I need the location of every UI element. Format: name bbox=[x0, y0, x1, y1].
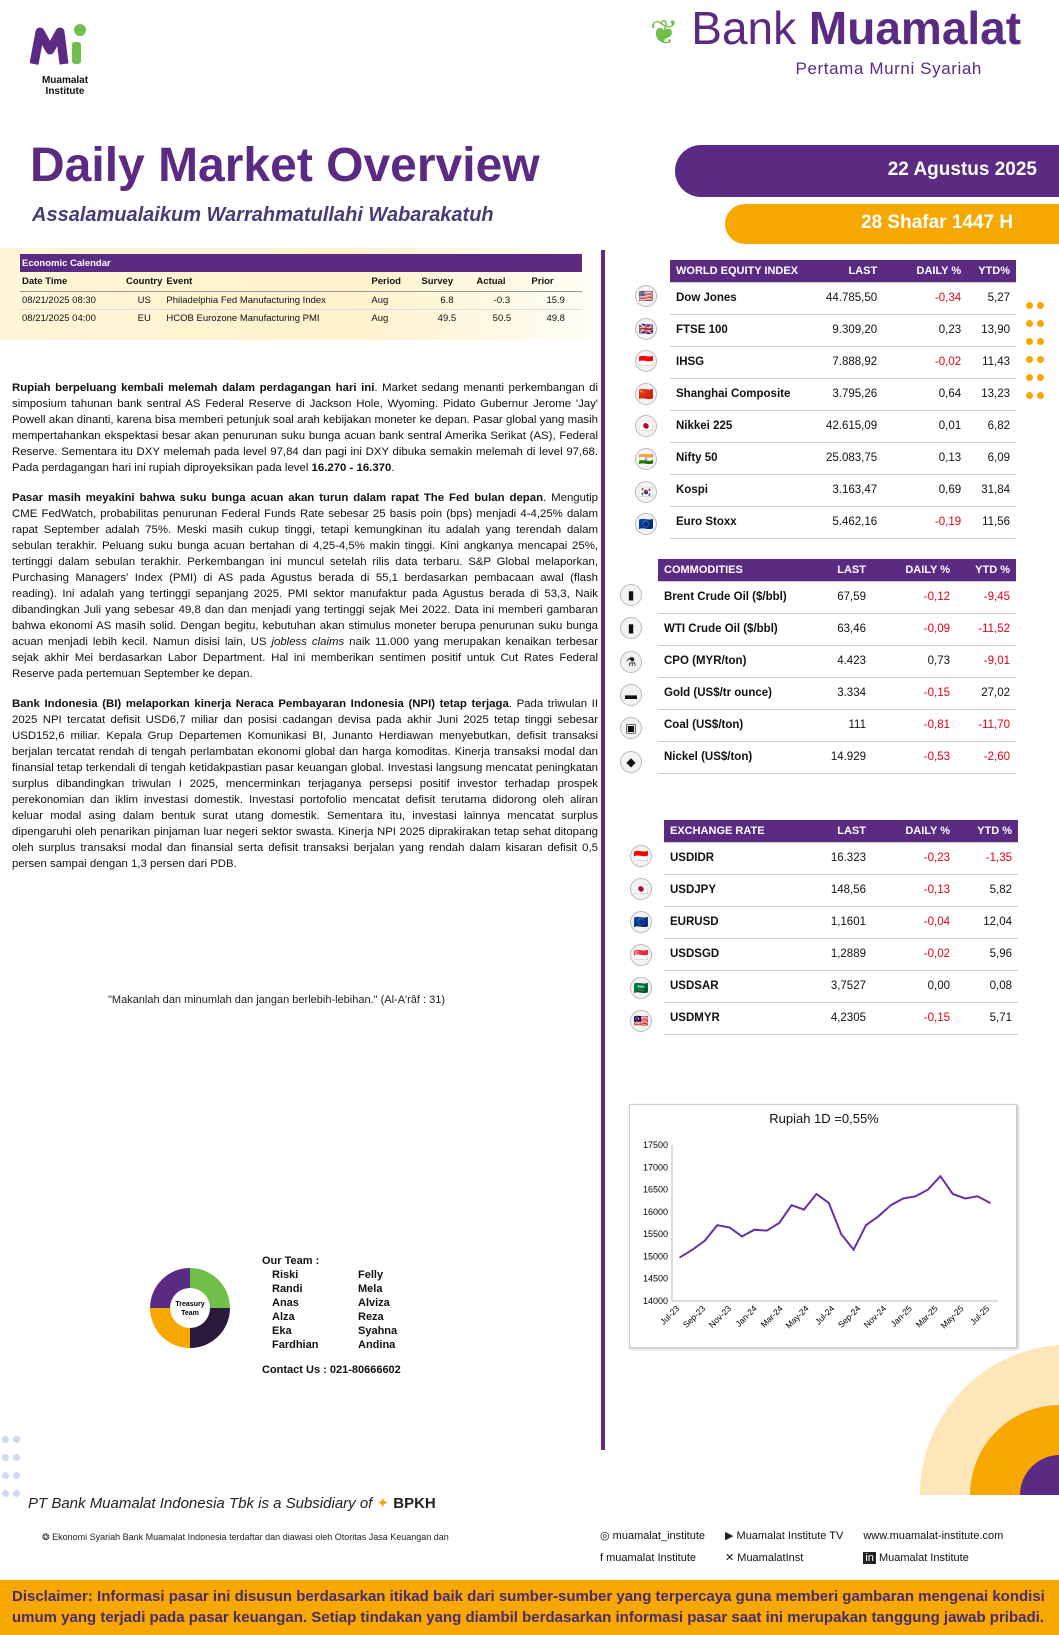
social-instagram[interactable] bbox=[600, 1526, 723, 1546]
rupiah-data-point bbox=[679, 1257, 681, 1259]
exchange-row bbox=[664, 906, 1018, 938]
rupiah-data-point bbox=[890, 1204, 892, 1206]
paragraph-body: . Pada triwulan II 2025 NPI tercatat defisit USD6,7 miliar dan posisi cadangan devisa pada akhir Juni 2025 tetap tinggi sebesar USD152,6 miliar. Kepala Grup Departemen Komunikasi BI, Junanto Herdiawan menyebutkan, defisit transaksi berjalan tercatat rendah di tengah perlambatan ekonomi global dan harga komoditas. Kinerja transaksi modal dan finansial tetap terkendali di tengah ketidakpastian pasar keuangan global. Investasi langsung mencatat peningkatan surplus dibandingkan triwulan I 2025, mencerminkan terjaganya persepsi positif investor terhadap prospek perekonomian dan iklim investasi domestik. Investasi portofolio mencatat defisit terutama didorong oleh aliran keluar modal asing dalam bentuk surat utang domestik. Sementara itu, investasi lainnya mencatat surplus dipengaruhi oleh penarikan pinjaman luar negeri sektor swasta. Kinerja NPI 2025 diprakirakan tetap sehat ditopang oleh surplus transaksi modal dan finansial serta defisit transaksi berjalan yang rendah dalam kisaran defisit 0,5 persen sampai dengan 1,3 persen dari PDB. bbox=[12, 698, 598, 870]
commodities-row-ytd: -11,52 bbox=[956, 613, 1016, 645]
commodities-row-daily: -0,53 bbox=[872, 741, 956, 773]
x-tick-label: May-24 bbox=[783, 1303, 811, 1331]
equity-header-last: LAST bbox=[820, 260, 883, 282]
commodities-row-ytd: -9,01 bbox=[956, 645, 1016, 677]
equity-row-last: 44.785,50 bbox=[820, 282, 883, 314]
paragraph-fed bbox=[12, 490, 598, 682]
x-tick-label: Jul-24 bbox=[812, 1303, 837, 1327]
commodities-row-daily: -0,81 bbox=[872, 709, 956, 741]
commodities-header bbox=[658, 559, 1016, 581]
ojk-line bbox=[42, 1532, 449, 1543]
gold-bars-icon: ▬ bbox=[620, 684, 642, 706]
team-member: Reza bbox=[358, 1311, 384, 1323]
cell-datetime: 08/21/2025 04:00 bbox=[22, 313, 96, 324]
equity-row bbox=[670, 282, 1016, 314]
cell-datetime: 08/21/2025 08:30 bbox=[20, 292, 124, 310]
disclaimer: Disclaimer: Informasi pasar ini disusun berdasarkan itikad baik dari sumber-sumber yang terpercaya guna memberi gambaran mengenai kondisi umum yang terjadi pada pasar keuangan. Setiap tindakan yang diambil berdasarkan informasi pasar saat ini merupakan tanggung jawab pribadi. bbox=[0, 1580, 1059, 1635]
bank-muamalat-logo bbox=[650, 2, 1020, 79]
contact-info: Contact Us : 021-80666602 bbox=[262, 1364, 401, 1376]
ekonomi-syariah-icon: ❂ bbox=[42, 1532, 50, 1542]
page-title: Daily Market Overview bbox=[30, 139, 540, 192]
col-actual: Actual bbox=[474, 272, 529, 292]
italic-term: jobless claims bbox=[271, 636, 345, 648]
flag-icon: 🇯🇵 bbox=[630, 878, 652, 900]
commodities-header-ytd: YTD % bbox=[956, 559, 1016, 581]
exchange-row-last: 3,7527 bbox=[814, 970, 872, 1002]
paragraph-lead: Bank Indonesia (BI) melaporkan kinerja Neraca Pembayaran Indonesia (NPI) tetap terjaga bbox=[12, 698, 509, 710]
exchange-header-last: LAST bbox=[814, 820, 872, 842]
exchange-row-ytd: 5,82 bbox=[956, 874, 1018, 906]
team-member: Syahna bbox=[358, 1325, 398, 1337]
rupiah-data-point bbox=[952, 1193, 954, 1195]
commodities-row bbox=[658, 677, 1016, 709]
rupiah-data-point bbox=[729, 1227, 731, 1229]
team-heading: Our Team : bbox=[262, 1255, 320, 1267]
exchange-row-last: 1,1601 bbox=[814, 906, 872, 938]
hijri-date-banner: 28 Shafar 1447 H bbox=[725, 204, 1059, 244]
equity-header-ytd: YTD% bbox=[967, 260, 1016, 282]
exchange-row bbox=[664, 874, 1018, 906]
equity-row-ytd: 6,09 bbox=[967, 442, 1016, 474]
commodities-row-name: Brent Crude Oil ($/bbl) bbox=[658, 581, 818, 613]
flag-icon: 🇯🇵 bbox=[635, 415, 657, 437]
team-member: Mela bbox=[358, 1283, 383, 1295]
equity-row-name: IHSG bbox=[670, 346, 820, 378]
economic-calendar bbox=[20, 254, 582, 327]
exchange-row-daily: -0,13 bbox=[872, 874, 956, 906]
paragraph-bi bbox=[12, 696, 598, 872]
x-tick-label: Nov-23 bbox=[706, 1303, 734, 1330]
equity-row bbox=[670, 410, 1016, 442]
commodities-row-name: WTI Crude Oil ($/bbl) bbox=[658, 613, 818, 645]
equity-header-daily: DAILY % bbox=[883, 260, 967, 282]
commodities-row-last: 63,46 bbox=[818, 613, 872, 645]
leaf-icon: ❦ bbox=[650, 14, 679, 52]
exchange-row-last: 1,2889 bbox=[814, 938, 872, 970]
commodities-row bbox=[658, 581, 1016, 613]
exchange-row-name: USDSAR bbox=[664, 970, 814, 1002]
cell-event: HCOB Eurozone Manufacturing PMI bbox=[166, 313, 320, 324]
nickel-ore-icon: ◆ bbox=[620, 751, 642, 773]
exchange-row-daily: -0,02 bbox=[872, 938, 956, 970]
cell-event: Philadelphia Fed Manufacturing Index bbox=[164, 292, 369, 310]
equity-row-name: Kospi bbox=[670, 474, 820, 506]
commodities-row-ytd: -2,60 bbox=[956, 741, 1016, 773]
equity-row-ytd: 6,82 bbox=[967, 410, 1016, 442]
x-icon: ✕ bbox=[725, 1552, 735, 1564]
rupiah-range: 16.270 - 16.370 bbox=[311, 462, 392, 474]
cell-actual: 50.5 bbox=[492, 313, 512, 324]
footer-decoration bbox=[860, 1345, 1059, 1495]
paragraph-body: . Mengutip CME FedWatch, probabilitas penurunan Federal Funds Rate sebesar 25 basis poin (bps) menjadi 4-4,25% dalam rapat September adalah 75%. Meski masih cukup tinggi, tetapi kemungkinan itu adalah yang terendah dalam sebulan terakhir. Peluang suku bunga acuan bertahan di 4,25-4,5% makin tinggi. Kini angkanya mencapai 25%, tertinggi dalam sebulan terakhir. Perkembangan ini muncul setelah rilis data terbaru. S&P Global melaporkan, Purchasing Managers' Index (PMI) di AS pada Agustus berada di 55,1 berdasarkan pembacaan awal (flash reading). Ini adalah yang tertinggi sepanjang 2025. PMI sektor manufaktur pada Agustus berada di 53,3, Naik dibandingkan Juli yang sebesar 49,8 dan dan menjadi yang tertinggi sejak Mei 2022. Data ini memberi gambaran bahwa ekonomi AS masih solid. Dengan begitu, kebutuhan akan stimulus moneter berupa penurunan suku bunga acuan menjadi lebih kecil. Namun disisi lain, US bbox=[12, 492, 598, 648]
exchange-row-daily: -0,04 bbox=[872, 906, 956, 938]
cell-actual: -0.3 bbox=[474, 292, 529, 310]
exchange-row-ytd: 5,96 bbox=[956, 938, 1018, 970]
commodities-row-last: 67,59 bbox=[818, 581, 872, 613]
paragraph-lead: Pasar masih meyakini bahwa suku bunga acuan akan turun dalam rapat The Fed bulan depan bbox=[12, 492, 544, 504]
exchange-row-ytd: -1,35 bbox=[956, 842, 1018, 874]
paragraph-end: naik 11.000 yang merupakan kenaikan terbesar sejak akhir Mei berdasarkan Labor Department. Hal ini memberikan sentimen positif untuk Cut Rates Federal Reserve pada pertemuan September ke depan. bbox=[12, 636, 598, 680]
rupiah-data-point bbox=[927, 1189, 929, 1191]
x-tick-label: Jul-25 bbox=[967, 1303, 992, 1327]
rupiah-data-point bbox=[704, 1240, 706, 1242]
equity-row-daily: 0,23 bbox=[883, 314, 967, 346]
commodities-row-last: 3.334 bbox=[818, 677, 872, 709]
equity-row-last: 5.462,16 bbox=[820, 506, 883, 538]
cell-country: US bbox=[124, 292, 164, 310]
greeting: Assalamualaikum Warrahmatullahi Wabarakatuh bbox=[32, 204, 494, 226]
team-member: Alza bbox=[272, 1311, 295, 1323]
cell-country: EU bbox=[137, 313, 151, 324]
equity-row bbox=[670, 442, 1016, 474]
y-tick-label: 17500 bbox=[642, 1140, 668, 1150]
team-member: Andina bbox=[358, 1339, 396, 1351]
chart-title: Rupiah 1D =0,55% bbox=[769, 1111, 879, 1126]
social-label: Muamalat Institute bbox=[878, 1552, 969, 1564]
equity-row-last: 42.615,09 bbox=[820, 410, 883, 442]
y-tick-label: 15500 bbox=[642, 1229, 668, 1240]
equity-row-name: Nikkei 225 bbox=[670, 410, 820, 442]
commodities-row-daily: -0,09 bbox=[872, 613, 956, 645]
subsidiary-text: PT Bank Muamalat Indonesia Tbk is a Subsidiary of bbox=[28, 1495, 373, 1512]
rupiah-series-line bbox=[680, 1176, 990, 1257]
social-links bbox=[598, 1524, 1023, 1570]
equity-row-last: 25.083,75 bbox=[820, 442, 883, 474]
treasury-team-logo bbox=[140, 1262, 240, 1354]
commodities-row-daily: 0,73 bbox=[872, 645, 956, 677]
subsidiary-line bbox=[28, 1494, 436, 1512]
commodities-row-name: Nickel (US$/ton) bbox=[658, 741, 818, 773]
col-country: Country bbox=[124, 272, 164, 292]
commodities-row-ytd: -9,45 bbox=[956, 581, 1016, 613]
equity-row-daily: -0,34 bbox=[883, 282, 967, 314]
exchange-row-name: EURUSD bbox=[664, 906, 814, 938]
date-banner: 22 Agustus 2025 bbox=[675, 145, 1059, 197]
exchange-header-ytd: YTD % bbox=[956, 820, 1018, 842]
exchange-row-ytd: 12,04 bbox=[956, 906, 1018, 938]
flag-icon: 🇪🇺 bbox=[630, 911, 652, 933]
flag-icon: 🇺🇸 bbox=[635, 285, 657, 307]
exchange-row-name: USDJPY bbox=[664, 874, 814, 906]
exchange-row-last: 4,2305 bbox=[814, 1002, 872, 1034]
col-prior: Prior bbox=[529, 272, 582, 292]
svg-text:Treasury: Treasury bbox=[175, 1301, 205, 1308]
equity-row-name: Nifty 50 bbox=[670, 442, 820, 474]
exchange-header-daily: DAILY % bbox=[872, 820, 956, 842]
equity-row-ytd: 11,43 bbox=[967, 346, 1016, 378]
commodities-row-daily: -0,12 bbox=[872, 581, 956, 613]
cell-prior: 15.9 bbox=[529, 292, 582, 310]
linkedin-icon: in bbox=[865, 1552, 874, 1564]
facebook-icon: f bbox=[600, 1552, 604, 1564]
exchange-row bbox=[664, 842, 1018, 874]
col-survey: Survey bbox=[419, 272, 474, 292]
team-list bbox=[262, 1254, 444, 1352]
flag-icon: 🇨🇳 bbox=[635, 383, 657, 405]
exchange-header-name: EXCHANGE RATE bbox=[664, 820, 814, 842]
market-commentary bbox=[12, 380, 598, 886]
rupiah-data-point bbox=[791, 1204, 793, 1206]
commodities-row-name: CPO (MYR/ton) bbox=[658, 645, 818, 677]
coal-cart-icon: ▣ bbox=[620, 717, 642, 739]
rupiah-data-point bbox=[940, 1175, 942, 1177]
x-tick-label: Jan-25 bbox=[888, 1303, 914, 1329]
flag-icon: 🇪🇺 bbox=[635, 513, 657, 535]
oil-barrel-icon: ▮ bbox=[620, 617, 642, 639]
commodities-header-last: LAST bbox=[818, 559, 872, 581]
y-tick-label: 16500 bbox=[642, 1184, 668, 1195]
exchange-row-daily: -0,15 bbox=[872, 1002, 956, 1034]
team-member: Felly bbox=[358, 1269, 384, 1281]
chart-canvas bbox=[630, 1105, 1018, 1349]
rupiah-data-point bbox=[816, 1193, 818, 1195]
commodities-header-daily: DAILY % bbox=[872, 559, 956, 581]
social-linkedin[interactable] bbox=[863, 1548, 1021, 1568]
rupiah-data-point bbox=[741, 1236, 743, 1238]
commodities-header-name: COMMODITIES bbox=[658, 559, 818, 581]
equity-row-daily: -0,19 bbox=[883, 506, 967, 538]
exchange-row-last: 16.323 bbox=[814, 842, 872, 874]
cell-survey: 49.5 bbox=[437, 313, 457, 324]
flag-icon: 🇮🇩 bbox=[630, 845, 652, 867]
calendar-header-row bbox=[20, 272, 582, 292]
equity-row-last: 7.888,92 bbox=[820, 346, 883, 378]
rupiah-data-point bbox=[754, 1229, 756, 1231]
commodities-row-name: Coal (US$/ton) bbox=[658, 709, 818, 741]
equity-row bbox=[670, 314, 1016, 346]
quote: "Makanlah dan minumlah dan jangan berlebih-lebihan." (Al-A'râf : 31) bbox=[108, 994, 446, 1006]
paragraph-end: . bbox=[391, 462, 395, 474]
exchange-row-daily: 0,00 bbox=[872, 970, 956, 1002]
exchange-row bbox=[664, 938, 1018, 970]
svg-text:Team: Team bbox=[181, 1310, 199, 1317]
rupiah-data-point bbox=[716, 1224, 718, 1226]
flag-icon: 🇸🇦 bbox=[630, 977, 652, 999]
y-tick-label: 16000 bbox=[642, 1206, 668, 1217]
exchange-row-last: 148,56 bbox=[814, 874, 872, 906]
commodities-row-last: 4.423 bbox=[818, 645, 872, 677]
mi-logo-icon bbox=[30, 20, 94, 70]
social-label: Muamalat Institute TV bbox=[736, 1530, 844, 1542]
social-facebook[interactable] bbox=[600, 1548, 723, 1568]
bpkh-logo-icon: ✦ bbox=[376, 1495, 390, 1512]
bpkh-text: BPKH bbox=[393, 1495, 436, 1512]
cell-period: Aug bbox=[371, 313, 389, 324]
rupiah-data-point bbox=[803, 1209, 805, 1211]
equity-row-ytd: 11,56 bbox=[967, 506, 1016, 538]
equity-row-ytd: 13,90 bbox=[967, 314, 1016, 346]
rupiah-data-point bbox=[902, 1198, 904, 1200]
social-x[interactable] bbox=[725, 1548, 861, 1568]
institute-name: Muamalat Institute bbox=[41, 75, 89, 97]
commodities-row bbox=[658, 613, 1016, 645]
team-member: Riski bbox=[272, 1269, 299, 1281]
y-tick-label: 14500 bbox=[642, 1273, 668, 1284]
decorative-dots-left bbox=[0, 1432, 26, 1504]
equity-row-name: Dow Jones bbox=[670, 282, 820, 314]
bank-name-light: Bank bbox=[691, 2, 797, 54]
rupiah-data-point bbox=[692, 1249, 694, 1251]
equity-row bbox=[670, 506, 1016, 538]
equity-header bbox=[670, 260, 1016, 282]
equity-header-name: WORLD EQUITY INDEX bbox=[670, 260, 820, 282]
rupiah-data-point bbox=[964, 1198, 966, 1200]
commodities-row-last: 111 bbox=[818, 709, 872, 741]
oil-barrel-icon: ▮ bbox=[620, 584, 642, 606]
flag-icon: 🇬🇧 bbox=[635, 318, 657, 340]
muamalat-institute-logo bbox=[30, 20, 100, 97]
equity-row bbox=[670, 346, 1016, 378]
commodities-row bbox=[658, 741, 1016, 773]
social-web[interactable] bbox=[863, 1526, 1021, 1546]
paragraph-lead: Rupiah berpeluang kembali melemah dalam perdagangan hari ini bbox=[12, 382, 375, 394]
column-divider bbox=[601, 250, 605, 1450]
cell-prior: 49.8 bbox=[546, 313, 565, 324]
x-tick-label: Sep-23 bbox=[680, 1303, 708, 1330]
equity-row-name: Euro Stoxx bbox=[670, 506, 820, 538]
team-column-2 bbox=[358, 1268, 444, 1352]
flag-icon: 🇮🇩 bbox=[635, 350, 657, 372]
equity-row bbox=[670, 378, 1016, 410]
x-tick-label: Mar-24 bbox=[758, 1303, 785, 1330]
rupiah-data-point bbox=[915, 1195, 917, 1197]
equity-row-name: Shanghai Composite bbox=[670, 378, 820, 410]
y-tick-label: 15000 bbox=[642, 1251, 668, 1262]
flag-icon: 🇮🇳 bbox=[635, 448, 657, 470]
flag-icon: 🇸🇬 bbox=[630, 944, 652, 966]
social-label: muamalat_institute bbox=[612, 1530, 705, 1542]
calendar-row bbox=[20, 310, 582, 328]
rupiah-chart bbox=[629, 1104, 1017, 1348]
x-tick-label: Mar-25 bbox=[913, 1303, 940, 1330]
x-tick-label: Nov-24 bbox=[861, 1303, 889, 1330]
equity-row-last: 3.795,26 bbox=[820, 378, 883, 410]
commodities-row bbox=[658, 645, 1016, 677]
team-member: Anas bbox=[272, 1297, 299, 1309]
y-tick-label: 17000 bbox=[642, 1162, 668, 1173]
exchange-row bbox=[664, 1002, 1018, 1034]
world-equity-table bbox=[670, 260, 1016, 539]
equity-row-daily: 0,01 bbox=[883, 410, 967, 442]
calendar-row bbox=[20, 292, 582, 310]
exchange-header bbox=[664, 820, 1018, 842]
rupiah-data-point bbox=[878, 1216, 880, 1218]
x-tick-label: Jul-23 bbox=[657, 1303, 682, 1327]
x-tick-label: May-25 bbox=[938, 1303, 966, 1331]
commodities-row-name: Gold (US$/tr ounce) bbox=[658, 677, 818, 709]
rupiah-data-point bbox=[766, 1230, 768, 1232]
bank-tagline: Pertama Murni Syariah bbox=[795, 59, 982, 78]
team-member: Fardhian bbox=[272, 1339, 319, 1351]
equity-row-last: 9.309,20 bbox=[820, 314, 883, 346]
commodities-row-daily: -0,15 bbox=[872, 677, 956, 709]
commodities-row-ytd: -11,70 bbox=[956, 709, 1016, 741]
equity-row-ytd: 13,23 bbox=[967, 378, 1016, 410]
social-label: muamalat Institute bbox=[606, 1552, 696, 1564]
paragraph-body: . Market sedang menanti perkembangan di simposium tahunan bank sentral AS Federal Reserve di Jackson Hole, Wyoming. Pidato Gubernur Jerome 'Jay' Powell akan dinanti, karena bisa memberi petunjuk soal arah kebijakan moneter ke depan. Pasar global yang masih mempertahankan ekspektasi besar akan penurunan suku bunga acuan bank sentral Amerika Serikat (AS), Federal Reserve. Sementara itu DXY melemah pada level 97,84 dan pagi ini DXY dibuka semakin melemah di level 97,68. Pada perdagangan hari ini rupiah diproyeksikan pada level bbox=[12, 382, 598, 474]
col-event: Event bbox=[164, 272, 369, 292]
social-label: www.muamalat-institute.com bbox=[863, 1530, 1004, 1542]
exchange-row-ytd: 5,71 bbox=[956, 1002, 1018, 1034]
bank-name-bold: Muamalat bbox=[808, 2, 1022, 54]
equity-row-daily: 0,13 bbox=[883, 442, 967, 474]
equity-row-daily: -0,02 bbox=[883, 346, 967, 378]
calendar-title: Economic Calendar bbox=[20, 254, 582, 272]
instagram-icon: ◎ bbox=[600, 1530, 610, 1542]
exchange-row bbox=[664, 970, 1018, 1002]
commodities-row-ytd: 27,02 bbox=[956, 677, 1016, 709]
palm-oil-icon: ⚗ bbox=[620, 651, 642, 673]
rupiah-data-point bbox=[977, 1195, 979, 1197]
commodities-row-last: 14.929 bbox=[818, 741, 872, 773]
exchange-row-daily: -0,23 bbox=[872, 842, 956, 874]
equity-row-daily: 0,64 bbox=[883, 378, 967, 410]
flag-icon: 🇰🇷 bbox=[635, 481, 657, 503]
equity-row-name: FTSE 100 bbox=[670, 314, 820, 346]
flag-icon: 🇲🇾 bbox=[630, 1010, 652, 1032]
exchange-row-name: USDMYR bbox=[664, 1002, 814, 1034]
decorative-dots bbox=[1024, 298, 1054, 406]
team-member: Eka bbox=[272, 1325, 292, 1337]
equity-row bbox=[670, 474, 1016, 506]
youtube-icon: ▶ bbox=[725, 1530, 734, 1542]
exchange-row-ytd: 0,08 bbox=[956, 970, 1018, 1002]
team-column-1 bbox=[272, 1268, 358, 1352]
equity-row-ytd: 5,27 bbox=[967, 282, 1016, 314]
rupiah-data-point bbox=[865, 1224, 867, 1226]
y-tick-label: 14000 bbox=[642, 1296, 668, 1306]
exchange-rate-table bbox=[664, 820, 1018, 1035]
equity-row-last: 3.163,47 bbox=[820, 474, 883, 506]
rupiah-data-point bbox=[840, 1233, 842, 1235]
x-tick-label: Sep-24 bbox=[835, 1303, 863, 1330]
equity-row-ytd: 31,84 bbox=[967, 474, 1016, 506]
col-datetime: Date Time bbox=[20, 272, 124, 292]
rupiah-data-point bbox=[853, 1249, 855, 1251]
equity-row-daily: 0,69 bbox=[883, 474, 967, 506]
rupiah-data-point bbox=[778, 1222, 780, 1224]
exchange-row-name: USDSGD bbox=[664, 938, 814, 970]
rupiah-data-point bbox=[989, 1202, 991, 1204]
cell-period: Aug bbox=[369, 292, 419, 310]
rupiah-data-point bbox=[828, 1202, 830, 1204]
ojk-text: Ekonomi Syariah Bank Muamalat Indonesia terdaftar dan diawasi oleh Otoritas Jasa Keuangan dan bbox=[52, 1532, 449, 1542]
cell-survey: 6.8 bbox=[419, 292, 474, 310]
social-label: MuamalatInst bbox=[737, 1552, 804, 1564]
paragraph-rupiah bbox=[12, 380, 598, 476]
team-member: Alviza bbox=[358, 1297, 390, 1309]
team-member: Randi bbox=[272, 1283, 303, 1295]
exchange-row-name: USDIDR bbox=[664, 842, 814, 874]
commodities-row bbox=[658, 709, 1016, 741]
col-period: Period bbox=[369, 272, 419, 292]
x-tick-label: Jan-24 bbox=[733, 1303, 759, 1329]
commodities-table bbox=[658, 559, 1016, 774]
social-youtube[interactable] bbox=[725, 1526, 861, 1546]
